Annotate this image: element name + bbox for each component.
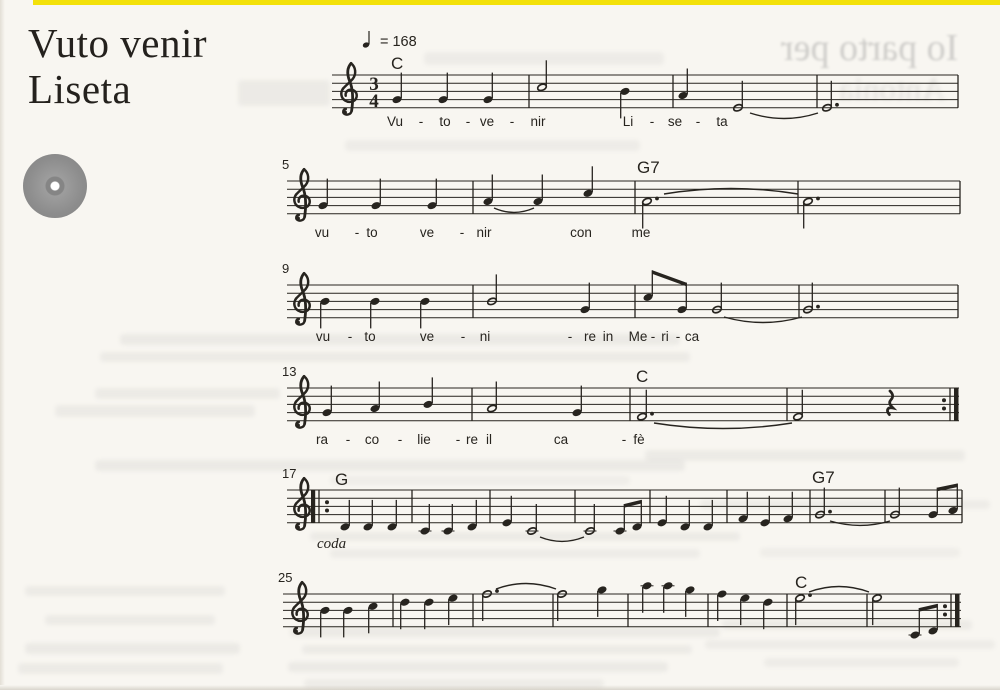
note (702, 500, 713, 532)
augmentation-dot (816, 305, 820, 309)
note (437, 73, 448, 105)
note (803, 197, 820, 229)
lyric-syllable: to (366, 225, 378, 240)
note (482, 73, 493, 105)
system-3 (282, 261, 958, 344)
clef-hook-dot (293, 629, 298, 634)
repeat-end-dot (942, 398, 946, 402)
note (447, 593, 458, 625)
lyric-syllable: to (439, 114, 451, 129)
time-signature-numerator: 3 (369, 74, 379, 95)
note (642, 197, 659, 229)
tie (750, 113, 818, 119)
clef-stem (299, 582, 304, 630)
note (596, 585, 607, 617)
lyric-syllable: re (465, 432, 479, 447)
lyric-syllable: - (465, 114, 471, 129)
repeat-start-dot (325, 509, 329, 513)
treble-clef-icon (294, 273, 309, 325)
note (367, 602, 378, 634)
note (426, 179, 437, 211)
clef-stem (348, 63, 353, 111)
note (419, 297, 430, 329)
chord-symbol: G7 (637, 158, 660, 177)
lyric-syllable: - (695, 114, 701, 129)
system-2 (282, 157, 960, 240)
note (342, 606, 353, 638)
treble-clef-icon (294, 478, 309, 530)
note (391, 73, 402, 105)
note (679, 500, 690, 532)
lyric-syllable: lie (417, 432, 431, 447)
augmentation-dot (835, 103, 839, 107)
note (614, 504, 627, 536)
note (501, 496, 512, 528)
lyric-syllable: ra (315, 432, 329, 447)
note (422, 377, 433, 409)
note (762, 597, 773, 629)
clef-stem (301, 273, 306, 321)
tie (494, 208, 534, 212)
note (872, 594, 882, 625)
lyric-syllable: ve (479, 114, 495, 129)
chord-symbol: G (335, 470, 349, 489)
lyric-syllable: Vu (386, 114, 404, 129)
note (386, 500, 397, 532)
lyric-syllable: fè (633, 432, 645, 447)
lyric-syllable: ta (716, 114, 728, 129)
lyric-syllable: Li (622, 114, 634, 129)
note (466, 500, 477, 532)
lyric-syllable: - (649, 114, 655, 129)
clef-hook-dot (295, 320, 300, 325)
tie (809, 587, 869, 593)
note (537, 60, 547, 91)
note (662, 581, 675, 613)
augmentation-dot (495, 589, 499, 593)
clef-hook-dot (295, 525, 300, 530)
augmentation-dot (808, 593, 812, 597)
treble-clef-icon (341, 63, 356, 115)
lyric-syllable: nir (476, 225, 492, 240)
note (423, 597, 434, 629)
lyric-syllable: ni (479, 329, 491, 344)
note (442, 504, 455, 536)
clef-hook-dot (295, 423, 300, 428)
lyric-syllable: - (460, 329, 466, 344)
note (677, 69, 688, 101)
tempo-marking (362, 31, 417, 50)
note (656, 496, 667, 528)
lyric-syllable: - (418, 114, 424, 129)
chord-symbol: C (795, 573, 808, 592)
clef-stem (301, 478, 306, 526)
tempo-value: = 168 (380, 34, 417, 50)
song-title-line-2: Liseta (28, 66, 132, 112)
time-signature-denominator: 4 (369, 91, 379, 112)
lyric-syllable: ca (553, 432, 569, 447)
system-5 (282, 466, 962, 552)
chord-symbol: G7 (812, 468, 835, 487)
note (571, 386, 582, 418)
lyric-syllable: to (364, 329, 376, 344)
note (739, 593, 750, 625)
lyric-syllable: vu (314, 225, 330, 240)
lyric-syllable: - (345, 432, 351, 447)
note (487, 382, 497, 413)
song-title-line-1: Vuto venir (28, 20, 208, 66)
note (399, 597, 410, 629)
lyric-syllable: - (347, 329, 353, 344)
repeat-start-thick-bar (311, 490, 315, 523)
lyric-syllable: ve (419, 225, 435, 240)
lyric-syllable: - (509, 114, 515, 129)
lyric-syllable: ca (684, 329, 700, 344)
lyric-syllable: - (455, 432, 461, 447)
tie (540, 537, 584, 541)
repeat-end-thick-bar (954, 388, 959, 421)
tie (654, 423, 792, 429)
treble-clef-icon (294, 169, 309, 221)
lyric-syllable: in (602, 329, 614, 344)
note (321, 386, 332, 418)
clef-stem (301, 376, 306, 424)
note (370, 179, 381, 211)
measure-number: 25 (278, 570, 293, 585)
note (676, 283, 687, 315)
note (782, 492, 793, 524)
chord-symbol: C (391, 54, 404, 73)
note (319, 297, 330, 329)
note (759, 496, 770, 528)
note (793, 390, 803, 421)
measure-number: 9 (282, 261, 290, 276)
note (369, 297, 380, 329)
note (319, 606, 330, 638)
eighth-note-beam (652, 270, 686, 286)
repeat-end-dot (943, 604, 947, 608)
augmentation-dot (828, 510, 832, 514)
measure-number: 13 (282, 364, 297, 379)
repeat-end-dot (942, 407, 946, 411)
quarter-rest (888, 391, 893, 415)
clef-hook-dot (342, 110, 347, 115)
clef-hook-dot (295, 216, 300, 221)
lyric-syllable: ve (419, 329, 435, 344)
repeat-end-dot (943, 613, 947, 617)
lyric-syllable: re (583, 329, 597, 344)
augmentation-dot (650, 412, 654, 416)
system-6 (278, 570, 961, 640)
treble-clef-icon (292, 582, 307, 634)
lyric-syllable: Me (628, 329, 648, 344)
system-4 (282, 364, 959, 447)
lyric-syllable: - (397, 432, 403, 447)
note (482, 175, 493, 207)
lyric-syllable: - (621, 432, 627, 447)
note (927, 488, 938, 520)
note (584, 504, 597, 535)
chord-symbol: C (636, 367, 649, 386)
lyric-syllable: me (631, 225, 651, 240)
lyric-syllable: - (354, 225, 360, 240)
note (909, 608, 922, 640)
lyric-syllable: - (675, 329, 681, 344)
note (684, 585, 695, 617)
note (641, 581, 654, 613)
note (339, 500, 350, 532)
measure-number: 17 (282, 466, 297, 481)
lyric-syllable: - (650, 329, 656, 344)
note (716, 589, 727, 621)
treble-clef-icon (294, 376, 309, 428)
note (526, 504, 539, 535)
lyric-syllable: - (567, 329, 573, 344)
lyric-syllable: co (364, 432, 380, 447)
bleedthrough-title-line-1: Io parto per (780, 27, 958, 69)
repeat-start-dot (325, 500, 329, 504)
system-1 (332, 31, 958, 129)
note (642, 270, 653, 302)
note (362, 500, 373, 532)
tie (496, 584, 556, 590)
note (369, 382, 380, 414)
note (582, 166, 593, 198)
measure-number: 5 (282, 157, 290, 172)
note (737, 492, 748, 524)
augmentation-dot (816, 197, 820, 201)
lyric-syllable: con (570, 225, 592, 240)
note (579, 283, 590, 315)
note (795, 593, 812, 625)
bleedthrough-title-line-2: Antonia (838, 72, 945, 108)
clef-stem (301, 169, 306, 217)
note (532, 175, 543, 207)
coda-label: coda (317, 536, 347, 552)
lyric-syllable: vu (315, 329, 331, 344)
augmentation-dot (655, 197, 659, 201)
note (419, 504, 432, 536)
lyric-syllable: se (667, 114, 683, 129)
lyric-syllable: nir (530, 114, 546, 129)
lyric-syllable: il (486, 432, 492, 447)
note (317, 179, 328, 211)
note (637, 390, 654, 421)
lyric-syllable: ri (661, 329, 669, 344)
lyric-syllable: - (459, 225, 465, 240)
repeat-end-thick-bar (955, 594, 960, 627)
